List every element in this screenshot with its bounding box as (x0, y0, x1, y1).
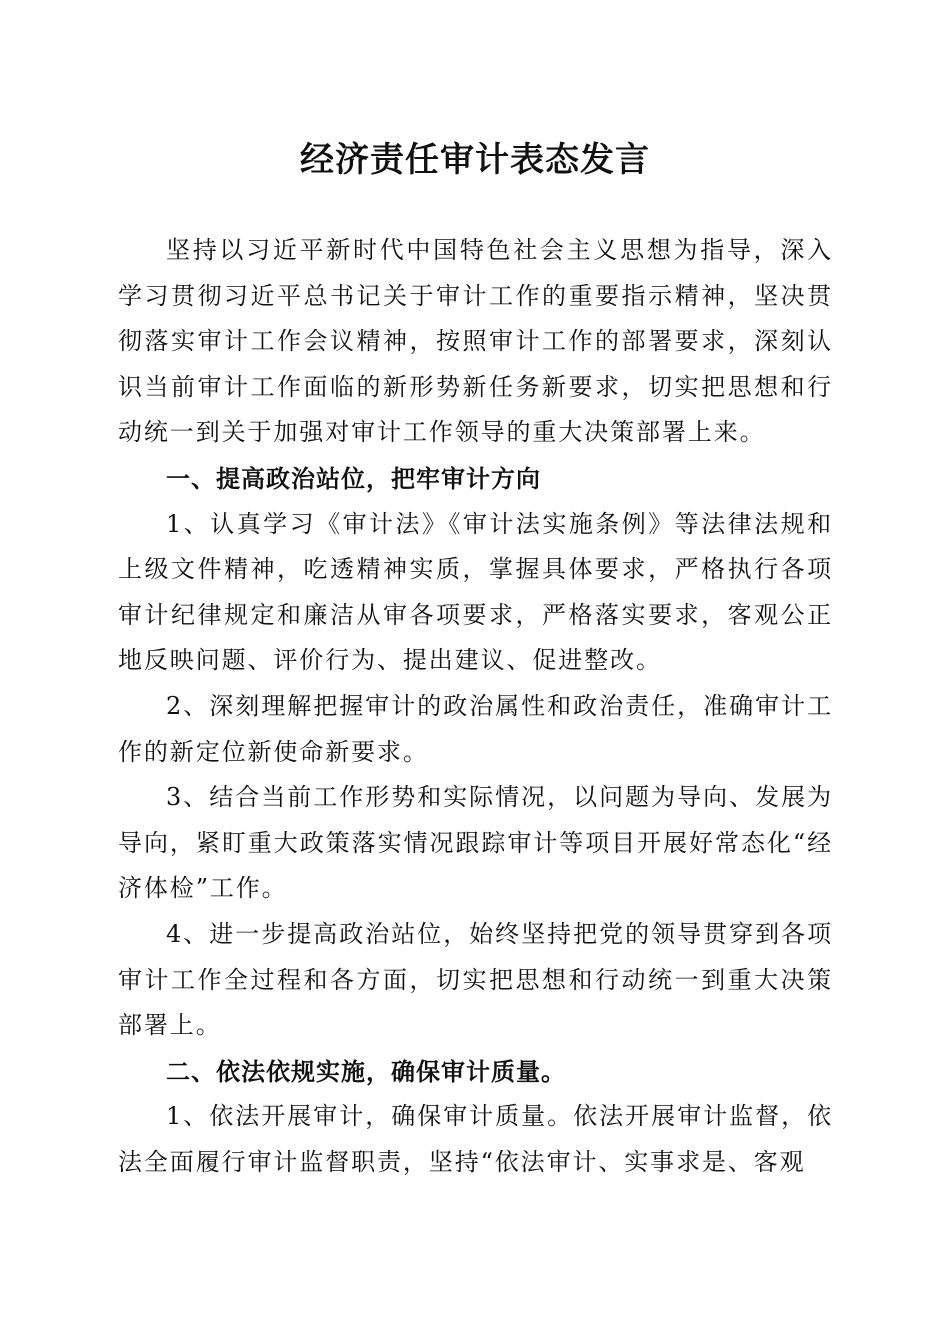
page-title: 经济责任审计表态发言 (300, 140, 650, 180)
section-1-item-2: 2、深刻理解把握审计的政治属性和政治责任，准确审计工作的新定位新使命新要求。 (118, 691, 833, 766)
intro-paragraph: 坚持以习近平新时代中国特色社会主义思想为指导，深入学习贯彻习近平总书记关于审计工作的重要指示精神，坚决贯彻落实审计工作会议精神，按照审计工作的部署要求，深刻认识当前审计工作面临的新形势新任务新要求，切实把思想和行动统一到关于加强对审计工作领导的重大决策部署上来。 (118, 236, 833, 447)
section-1-item-1: 1、认真学习《审计法》《审计法实施条例》等法律法规和上级文件精神，吃透精神实质，掌握具体要求，严格执行各项审计纪律规定和廉洁从审各项要求，严格落实要求，客观公正地反映问题、评价行为、提出建议、促进整改。 (118, 509, 833, 675)
section-1-item-3: 3、结合当前工作形势和实际情况，以问题为导向、发展为导向，紧盯重大政策落实情况跟踪审计等项目开展好常态化“经济体检”工作。 (118, 783, 833, 903)
section-2-item-1: 1、依法开展审计，确保审计质量。依法开展审计监督，依法全面履行审计监督职责，坚持“依法审计、实事求是、客观 (118, 1102, 833, 1176)
section-heading-2: 二、依法依规实施，确保审计质量。 (166, 1056, 566, 1086)
section-heading-1: 一、提高政治站位，把牢审计方向 (166, 463, 541, 493)
document-body (118, 228, 833, 1185)
section-1-item-4: 4、进一步提高政治站位，始终坚持把党的领导贯穿到各项审计工作全过程和各方面，切实把思想和行动统一到重大决策部署上。 (118, 919, 833, 1040)
